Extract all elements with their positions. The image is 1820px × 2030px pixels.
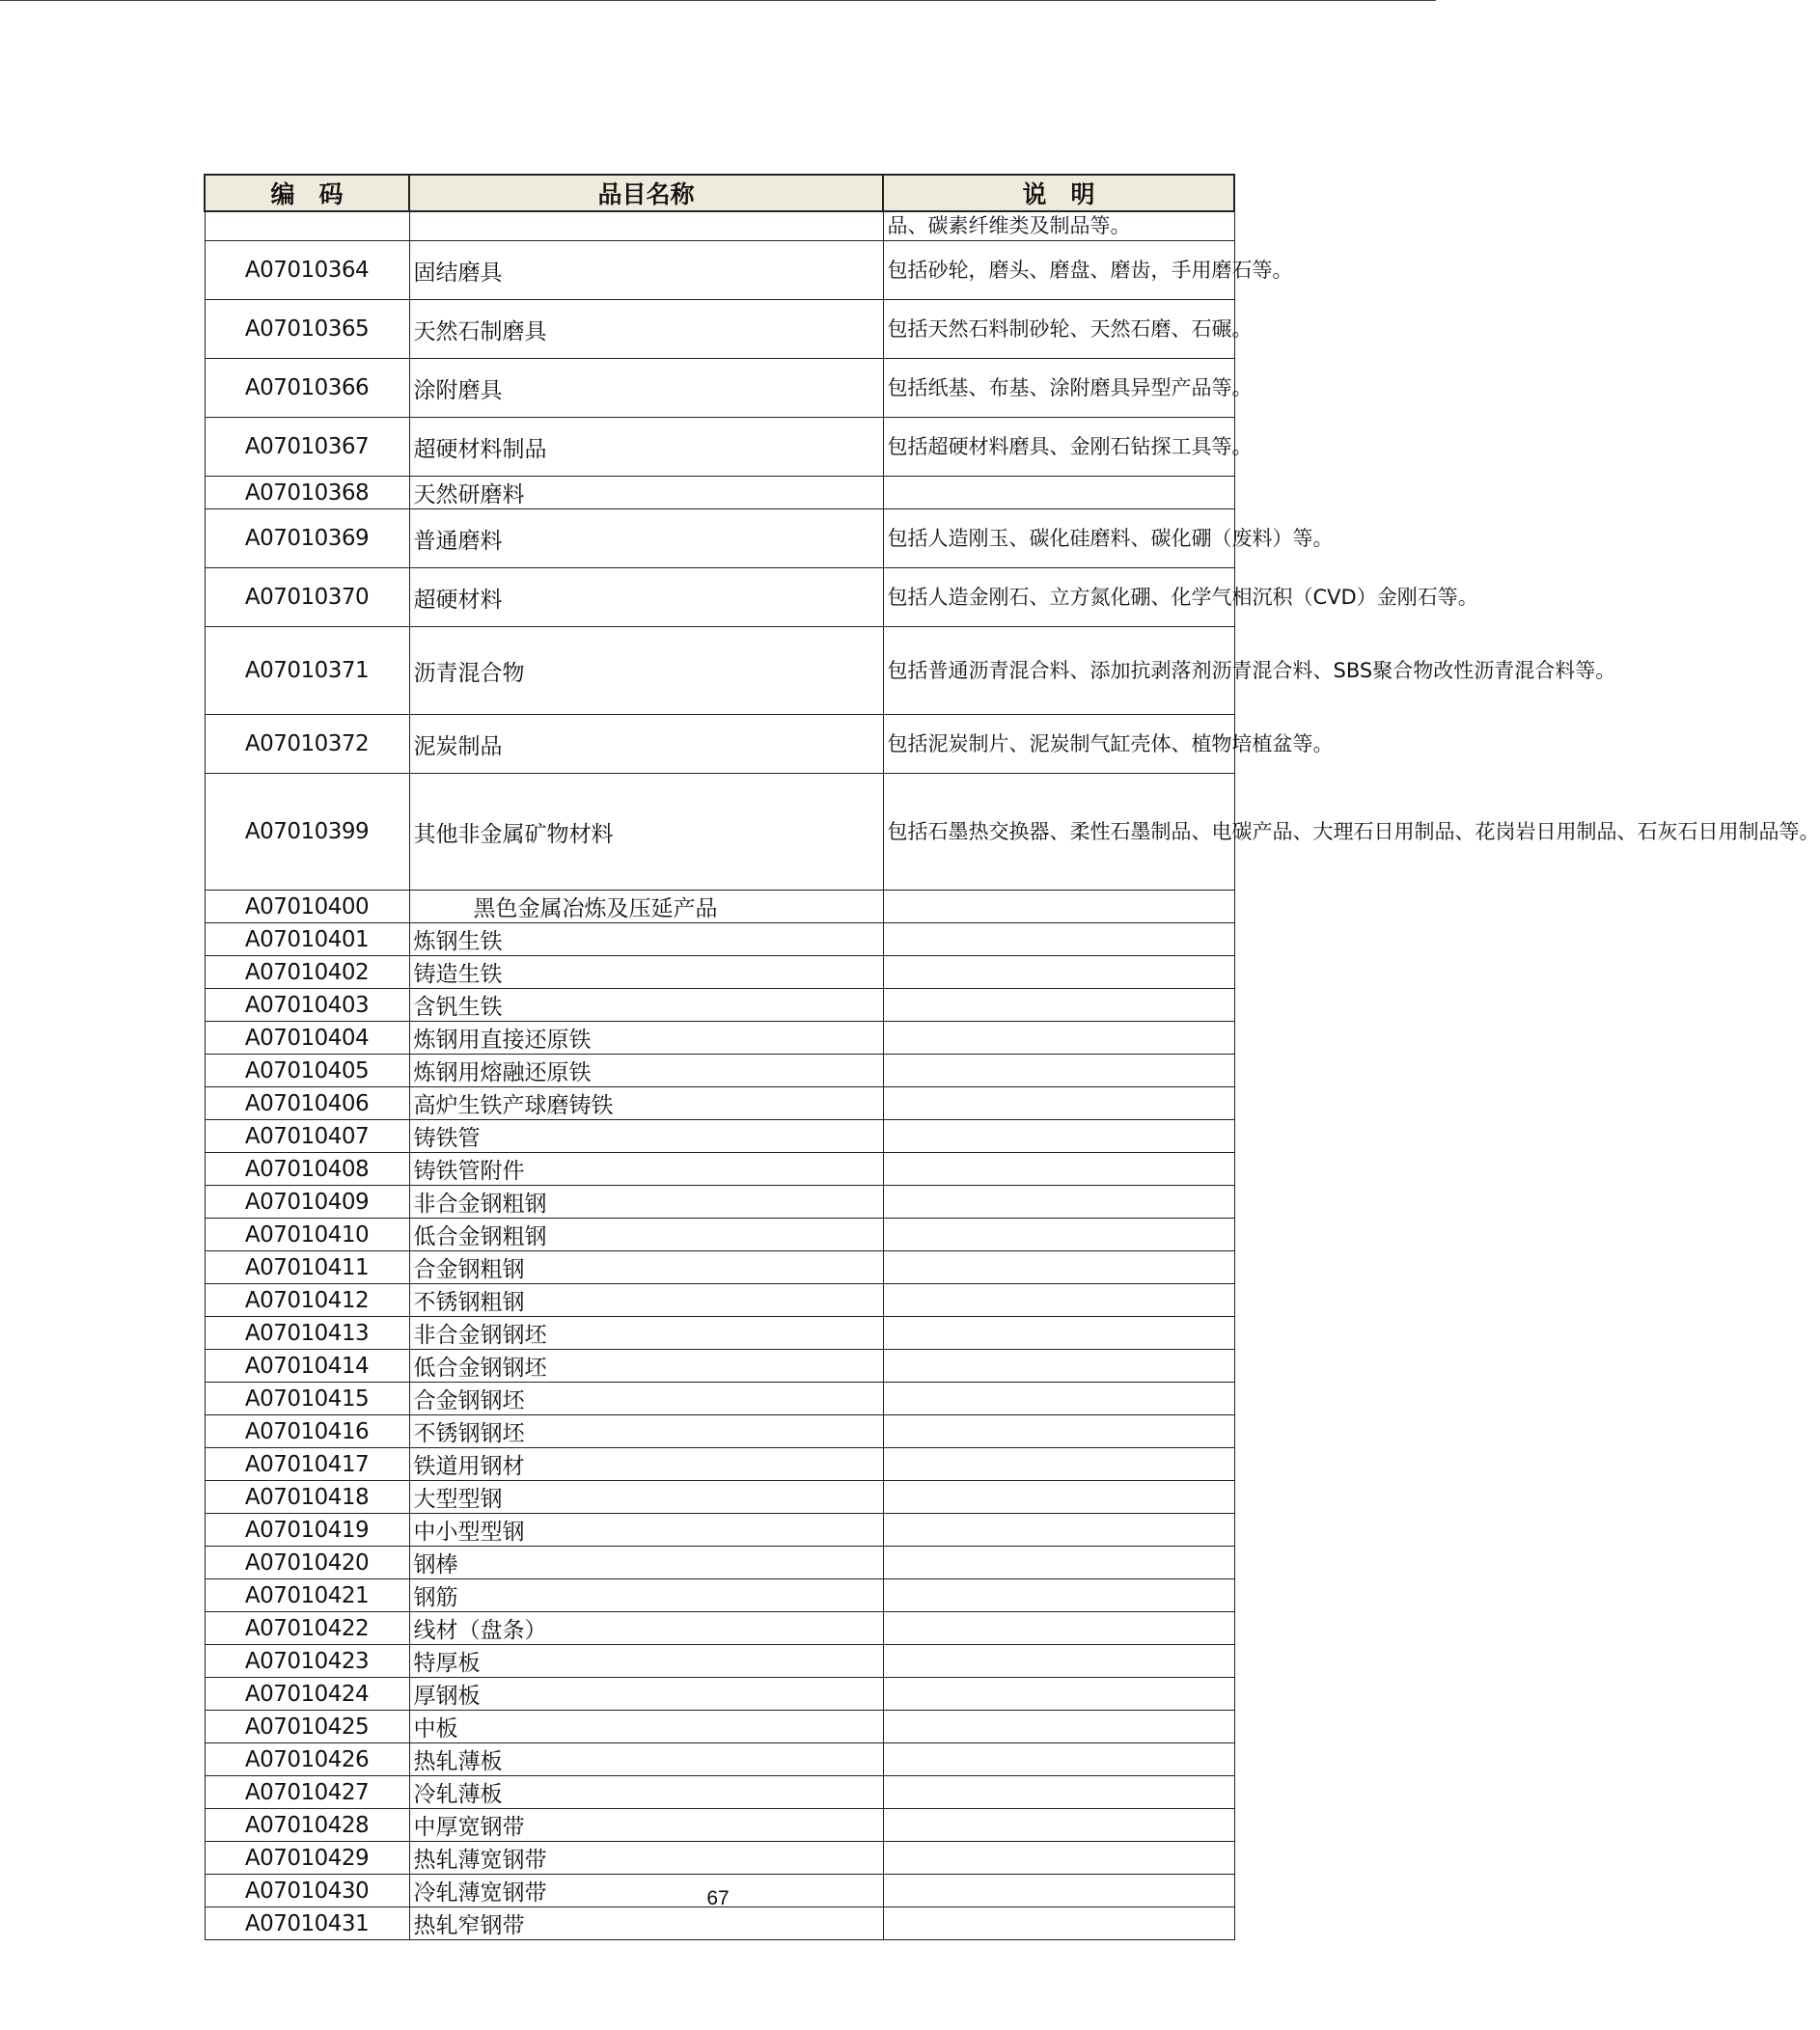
row-name: 炼钢用直接还原铁 <box>409 1022 883 1055</box>
row-name: 超硬材料 <box>409 568 883 627</box>
table-row <box>205 1711 1234 1743</box>
table-row <box>205 1678 1234 1711</box>
row-name: 炼钢生铁 <box>409 923 883 956</box>
table-row <box>205 1284 1234 1317</box>
header-desc: 说 明 <box>883 175 1234 211</box>
row-code: A07010408 <box>205 1153 409 1186</box>
row-code: A07010413 <box>205 1317 409 1350</box>
row-name: 钢筋 <box>409 1579 883 1612</box>
table-row <box>205 1219 1234 1251</box>
row-code: A07010410 <box>205 1219 409 1251</box>
catalog-table <box>204 174 1820 1940</box>
table-row <box>205 891 1234 923</box>
row-description <box>883 1350 1234 1383</box>
row-description <box>883 1120 1234 1153</box>
row-code: A07010412 <box>205 1284 409 1317</box>
row-name: 铁道用钢材 <box>409 1448 883 1481</box>
row-code: A07010409 <box>205 1186 409 1219</box>
row-description <box>883 989 1234 1022</box>
row-description: 包括普通沥青混合料、添加抗剥落剂沥青混合料、SBS聚合物改性沥青混合料等。 <box>883 627 1234 715</box>
table-row <box>205 956 1234 989</box>
row-code: A07010369 <box>205 509 409 568</box>
row-name: 铸铁管 <box>409 1120 883 1153</box>
row-description <box>883 1383 1234 1415</box>
row-description <box>883 1907 1234 1940</box>
row-description <box>883 1448 1234 1481</box>
table-row <box>205 1514 1234 1547</box>
row-name: 铸铁管附件 <box>409 1153 883 1186</box>
row-code: A07010367 <box>205 418 409 477</box>
header-code: 编 码 <box>205 175 409 211</box>
page-number: 67 <box>706 1887 730 1909</box>
row-description <box>883 1776 1234 1809</box>
table-row <box>205 211 1234 241</box>
row-code: A07010372 <box>205 715 409 774</box>
top-border-line <box>0 0 1436 1</box>
row-name: 含钒生铁 <box>409 989 883 1022</box>
row-name: 固结磨具 <box>409 241 883 300</box>
row-code: A07010411 <box>205 1251 409 1284</box>
row-description <box>883 956 1234 989</box>
row-name: 非合金钢钢坯 <box>409 1317 883 1350</box>
row-description <box>883 1809 1234 1842</box>
table-row <box>205 1645 1234 1678</box>
row-description <box>883 1481 1234 1514</box>
table-row <box>205 1120 1234 1153</box>
row-code: A07010426 <box>205 1743 409 1776</box>
row-description <box>883 1547 1234 1579</box>
table-row <box>205 1022 1234 1055</box>
row-description <box>883 1186 1234 1219</box>
row-name: 中小型型钢 <box>409 1514 883 1547</box>
table-row <box>205 359 1234 418</box>
table-row <box>205 1383 1234 1415</box>
row-description <box>883 1317 1234 1350</box>
row-name: 黑色金属冶炼及压延产品 <box>409 891 883 923</box>
row-code: A07010423 <box>205 1645 409 1678</box>
row-description <box>883 1415 1234 1448</box>
row-name: 涂附磨具 <box>409 359 883 418</box>
table-row <box>205 1251 1234 1284</box>
table-row <box>205 1579 1234 1612</box>
row-description: 包括纸基、布基、涂附磨具异型产品等。 <box>883 359 1234 418</box>
row-name: 大型型钢 <box>409 1481 883 1514</box>
row-name: 低合金钢钢坯 <box>409 1350 883 1383</box>
row-name: 热轧窄钢带 <box>409 1907 883 1940</box>
row-code: A07010431 <box>205 1907 409 1940</box>
row-code: A07010417 <box>205 1448 409 1481</box>
table-row <box>205 1612 1234 1645</box>
row-name: 线材（盘条） <box>409 1612 883 1645</box>
table-row <box>205 1809 1234 1842</box>
table-row <box>205 1317 1234 1350</box>
row-code: A07010415 <box>205 1383 409 1415</box>
table-row <box>205 1350 1234 1383</box>
row-description <box>883 1514 1234 1547</box>
row-description <box>883 1743 1234 1776</box>
row-description: 品、碳素纤维类及制品等。 <box>883 211 1234 241</box>
row-code: A07010430 <box>205 1875 409 1907</box>
table-row <box>205 1776 1234 1809</box>
table-row <box>205 1907 1234 1940</box>
row-name: 中厚宽钢带 <box>409 1809 883 1842</box>
row-name: 不锈钢粗钢 <box>409 1284 883 1317</box>
table-row <box>205 1153 1234 1186</box>
table-row <box>205 1743 1234 1776</box>
row-description <box>883 1153 1234 1186</box>
row-code: A07010419 <box>205 1514 409 1547</box>
header-name: 品目名称 <box>409 175 883 211</box>
row-code: A07010403 <box>205 989 409 1022</box>
row-description <box>883 477 1234 509</box>
row-name: 普通磨料 <box>409 509 883 568</box>
row-name: 低合金钢粗钢 <box>409 1219 883 1251</box>
row-description <box>883 1612 1234 1645</box>
row-code: A07010404 <box>205 1022 409 1055</box>
table-row <box>205 1481 1234 1514</box>
row-code: A07010407 <box>205 1120 409 1153</box>
table-row <box>205 1448 1234 1481</box>
table-row <box>205 1842 1234 1875</box>
row-name: 不锈钢钢坯 <box>409 1415 883 1448</box>
row-code: A07010366 <box>205 359 409 418</box>
row-name: 厚钢板 <box>409 1678 883 1711</box>
table-row <box>205 241 1234 300</box>
row-description: 包括超硬材料磨具、金刚石钻探工具等。 <box>883 418 1234 477</box>
row-code: A07010406 <box>205 1087 409 1120</box>
row-name: 合金钢粗钢 <box>409 1251 883 1284</box>
row-description <box>883 1219 1234 1251</box>
row-code: A07010402 <box>205 956 409 989</box>
row-description: 包括人造刚玉、碳化硅磨料、碳化硼（废料）等。 <box>883 509 1234 568</box>
table-header <box>205 175 1234 211</box>
table-row <box>205 1547 1234 1579</box>
row-description <box>883 1284 1234 1317</box>
row-description <box>883 1087 1234 1120</box>
row-code: A07010428 <box>205 1809 409 1842</box>
row-name: 冷轧薄板 <box>409 1776 883 1809</box>
row-description: 包括泥炭制片、泥炭制气缸壳体、植物培植盆等。 <box>883 715 1234 774</box>
row-name: 热轧薄板 <box>409 1743 883 1776</box>
row-description: 包括天然石料制砂轮、天然石磨、石碾。 <box>883 300 1234 359</box>
row-code: A07010418 <box>205 1481 409 1514</box>
table-row <box>205 923 1234 956</box>
header-row <box>205 175 1234 211</box>
row-name: 天然研磨料 <box>409 477 883 509</box>
row-code: A07010427 <box>205 1776 409 1809</box>
table-row <box>205 1415 1234 1448</box>
row-name: 特厚板 <box>409 1645 883 1678</box>
row-description <box>883 891 1234 923</box>
row-description <box>883 923 1234 956</box>
row-description <box>883 1022 1234 1055</box>
row-name: 炼钢用熔融还原铁 <box>409 1055 883 1087</box>
row-name: 冷轧薄宽钢带 <box>409 1875 883 1907</box>
row-name: 高炉生铁产球磨铸铁 <box>409 1087 883 1120</box>
row-name: 铸造生铁 <box>409 956 883 989</box>
row-code: A07010368 <box>205 477 409 509</box>
row-name: 合金钢钢坯 <box>409 1383 883 1415</box>
table-row <box>205 418 1234 477</box>
row-name: 沥青混合物 <box>409 627 883 715</box>
row-code <box>205 211 409 241</box>
row-code: A07010400 <box>205 891 409 923</box>
row-code: A07010422 <box>205 1612 409 1645</box>
row-code: A07010401 <box>205 923 409 956</box>
row-description: 包括砂轮，磨头、磨盘、磨齿，手用磨石等。 <box>883 241 1234 300</box>
row-description <box>883 1251 1234 1284</box>
row-name: 钢棒 <box>409 1547 883 1579</box>
row-code: A07010405 <box>205 1055 409 1087</box>
row-code: A07010429 <box>205 1842 409 1875</box>
row-code: A07010399 <box>205 774 409 891</box>
row-code: A07010424 <box>205 1678 409 1711</box>
row-code: A07010425 <box>205 1711 409 1743</box>
row-name <box>409 211 883 241</box>
row-code: A07010416 <box>205 1415 409 1448</box>
row-description <box>883 1678 1234 1711</box>
table-body <box>205 211 1820 1940</box>
row-description <box>883 1711 1234 1743</box>
row-name: 中板 <box>409 1711 883 1743</box>
table-row <box>205 774 1234 891</box>
row-description <box>883 1645 1234 1678</box>
row-description <box>883 1579 1234 1612</box>
row-name: 泥炭制品 <box>409 715 883 774</box>
row-name: 热轧薄宽钢带 <box>409 1842 883 1875</box>
table-row <box>205 989 1234 1022</box>
row-name: 天然石制磨具 <box>409 300 883 359</box>
table-row <box>205 509 1234 568</box>
row-name: 其他非金属矿物材料 <box>409 774 883 891</box>
table-row <box>205 627 1234 715</box>
table-row <box>205 1087 1234 1120</box>
row-code: A07010414 <box>205 1350 409 1383</box>
table-row <box>205 477 1234 509</box>
table-row <box>205 1055 1234 1087</box>
row-code: A07010365 <box>205 300 409 359</box>
row-description <box>883 1055 1234 1087</box>
table-row <box>205 715 1234 774</box>
row-description: 包括石墨热交换器、柔性石墨制品、电碳产品、大理石日用制品、花岗岩日用制品、石灰石日用制品等。 <box>883 774 1234 891</box>
row-code: A07010364 <box>205 241 409 300</box>
row-description <box>883 1842 1234 1875</box>
row-code: A07010370 <box>205 568 409 627</box>
table-row <box>205 300 1234 359</box>
row-code: A07010371 <box>205 627 409 715</box>
row-name: 非合金钢粗钢 <box>409 1186 883 1219</box>
row-description: 包括人造金刚石、立方氮化硼、化学气相沉积（CVD）金刚石等。 <box>883 568 1234 627</box>
row-code: A07010421 <box>205 1579 409 1612</box>
table-row <box>205 568 1234 627</box>
row-code: A07010420 <box>205 1547 409 1579</box>
row-name: 超硬材料制品 <box>409 418 883 477</box>
table-row <box>205 1186 1234 1219</box>
